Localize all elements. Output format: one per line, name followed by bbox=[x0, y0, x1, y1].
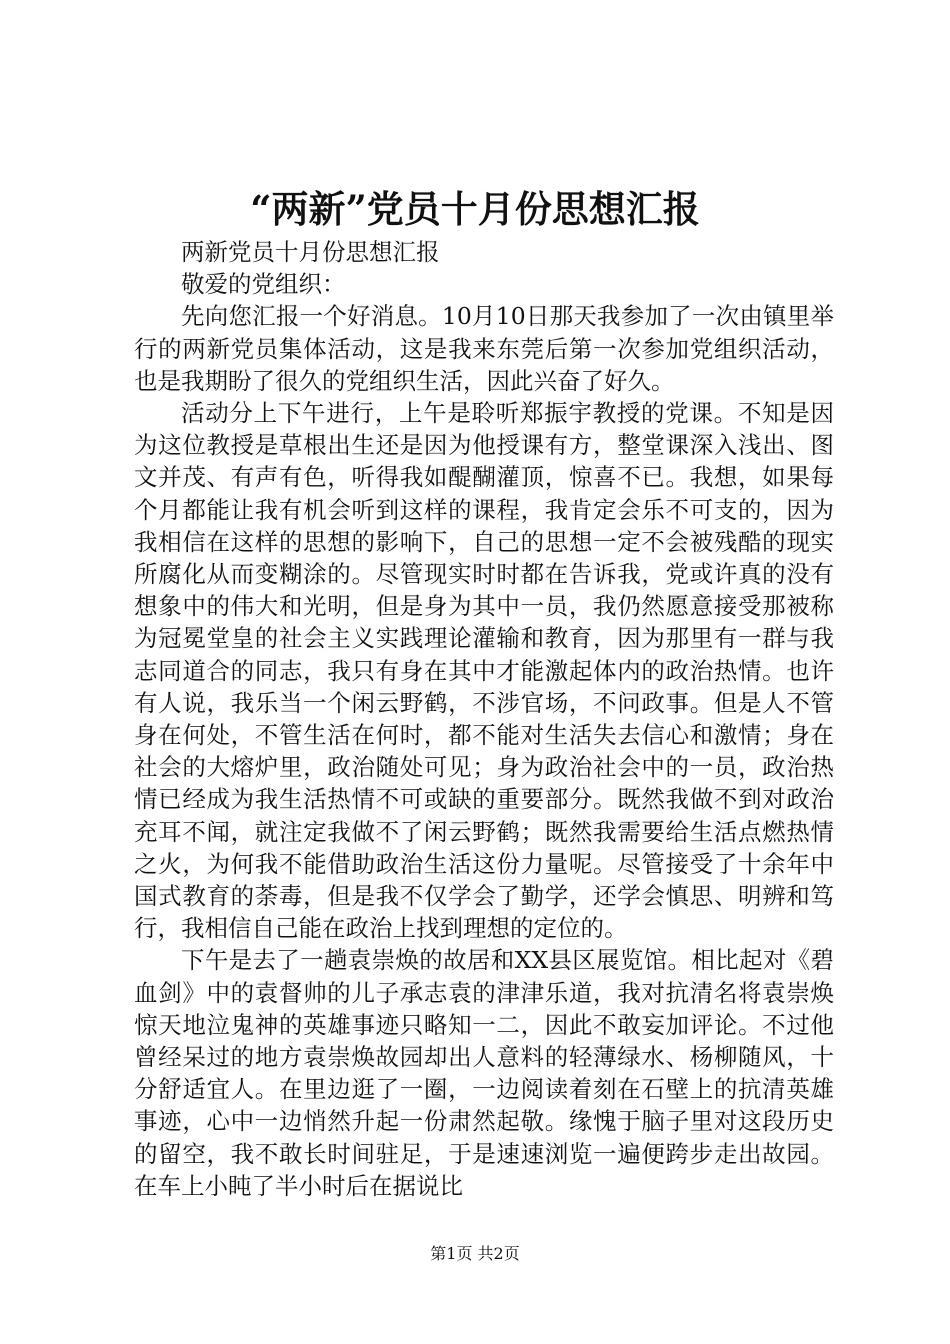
paragraph: 活动分上下午进行，上午是聆听郑振宇教授的党课。不知是因为这位教授是草根出生还是因为他授课有方，整堂课深入浅出、图文并茂、有声有色，听得我如醍醐灌顶，惊喜不已。我想，如果每个月都能让我有机会听到这样的课程，我肯定会乐不可支的，因为我相信在这样的思想的影响下，自己的思想一定不会被残酷的现实所腐化从而变糊涂的。尽管现实时时都在告诉我，党或许真的没有想象中的伟大和光明，但是身为其中一员，我仍然愿意接受那被称为冠冕堂皇的社会主义实践理论灌输和教育，因为那里有一群与我志同道合的同志，我只有身在其中才能激起体内的政治热情。也许有人说，我乐当一个闲云野鹤，不涉官场，不问政事。但是人不管身在何处，不管生活在何时，都不能对生活失去信心和激情；身在社会的大熔炉里，政治随处可见；身为政治社会中的一员，政治热情已经成为我生活热情不可或缺的重要部分。既然我做不到对政治充耳不闻，就注定我做不了闲云野鹤；既然我需要给生活点燃热情之火，为何我不能借助政治生活这份力量呢。尽管接受了十余年中国式教育的荼毒，但是我不仅学会了勤学，还学会慎思、明辨和笃行，我相信自己能在政治上找到理想的定位的。 bbox=[134, 399, 834, 943]
paragraph: 先向您汇报一个好消息。10月10日那天我参加了一次由镇里举行的两新党员集体活动，这是我来东莞后第一次参加党组织活动，也是我期盼了很久的党组织生活，因此兴奋了好久。 bbox=[134, 302, 834, 395]
document-body bbox=[134, 236, 834, 1202]
paragraph: 下午是去了一趟袁崇焕的故居和XX县区展览馆。相比起对《碧血剑》中的袁督帅的儿子承志袁的津津乐道，我对抗清名将袁崇焕惊天地泣鬼神的英雄事迹只略知一二，因此不敢妄加评论。不过他曾经呆过的地方袁崇焕故园却出人意料的轻薄绿水、杨柳随风，十分舒适宜人。在里边逛了一圈，一边阅读着刻在石壁上的抗清英雄事迹，心中一边悄然升起一份肃然起敬。缘愧于脑子里对这段历史的留空，我不敢长时间驻足，于是速速浏览一遍便跨步走出故园。在车上小盹了半小时后在据说比 bbox=[134, 946, 834, 1200]
paragraph-subtitle: 两新党员十月份思想汇报 bbox=[181, 238, 440, 266]
page-number-footer: 第1页 共2页 bbox=[430, 1244, 520, 1263]
document-title: “两新”党员十月份思想汇报 bbox=[250, 187, 700, 231]
paragraph-salutation: 敬爱的党组织： bbox=[181, 270, 346, 299]
